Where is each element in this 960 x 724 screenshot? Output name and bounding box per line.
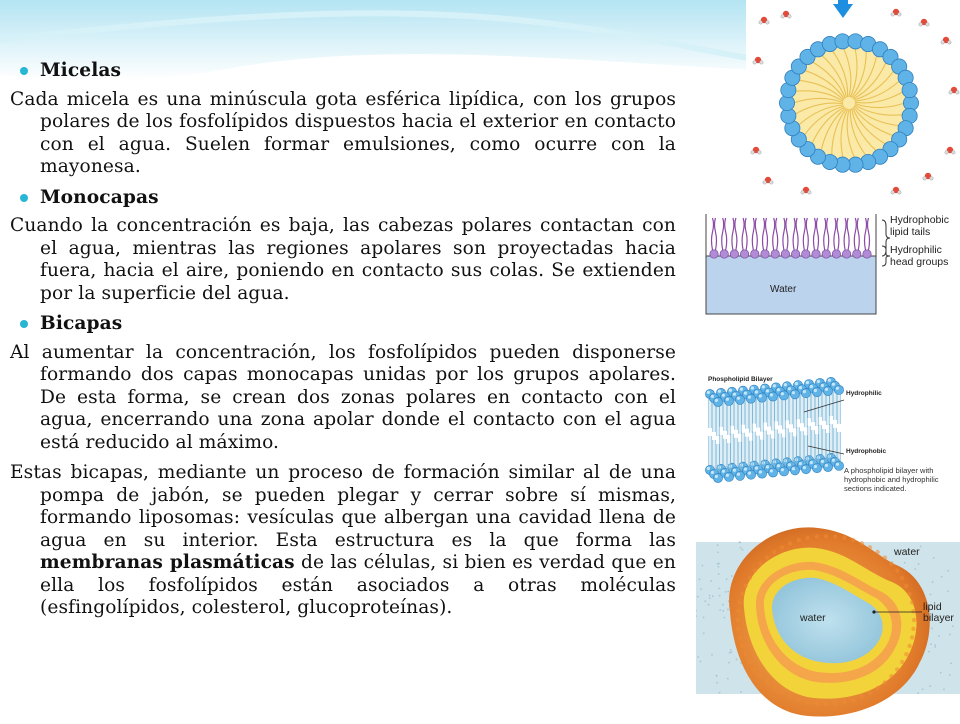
monolayer-water-label: Water: [770, 284, 797, 295]
liposomas-text-a: Estas bicapas, mediante un proceso de formación similar al de una pompa de jabón, se pueden plegar y cerrar sobre sí mismas, formando liposomas: vesículas que albergan una cavidad llena de agua en su interior. Esta estructura es la que forma las: [10, 462, 676, 551]
bullet-dot: [20, 320, 28, 328]
liposome-diagram: [696, 516, 960, 720]
bilayer-hydrophobic-label: Hydrophobic: [846, 448, 887, 455]
heading-bicapas-label: Bicapas: [40, 313, 123, 334]
liposomas-text-b: de las células, si bien es verdad que en ella los fosfolípidos están asociados a otras moléculas (esfingolípidos, colesterol, glucoproteínas).: [40, 552, 676, 618]
paragraph-bicapas: Al aumentar la concentración, los fosfolípidos pueden disponerse formando dos capas monocapas unidas por los grupos apolares. De esta forma, se crean dos zonas polares en contacto con el agua, encerrando una zona apolar donde el contacto con el agua está reducido al máximo.: [10, 341, 676, 453]
paragraph-liposomas: [10, 462, 676, 620]
monolayer-heads-label: Hydrophilic head groups: [890, 244, 949, 268]
main-text: [10, 60, 676, 628]
bilayer-title: Phospholipid Bilayer: [708, 376, 773, 383]
bilayer-caption: A phospholipid bilayer with hydrophobic and hydrophilic sections indicated.: [844, 466, 939, 494]
heading-monocapas: [10, 187, 676, 210]
heading-micelas: [10, 60, 676, 83]
liposome-inner-water-label: water: [800, 612, 826, 624]
bilayer-figure: [696, 370, 960, 510]
membranas-plasmaticas-term: membranas plasmáticas: [40, 552, 295, 573]
micelle-figure: [746, 0, 960, 198]
heading-monocapas-label: Monocapas: [40, 186, 159, 208]
paragraph-monocapas: Cuando la concentración es baja, las cabezas polares contactan con el agua, mientras las regiones apolares son proyectadas hacia fuera, hacia el aire, poniendo en contacto sus colas. Se extienden por la superficie del agua.: [10, 215, 676, 304]
heading-bicapas: [10, 313, 676, 336]
paragraph-micelas: Cada micela es una minúscula gota esférica lipídica, con los grupos polares de los fosfolípidos dispuestos hacia el exterior en contacto con el agua. Suelen formar emulsiones, como ocurre con la mayonesa.: [10, 88, 676, 177]
liposome-outer-water-label: water: [894, 546, 920, 558]
monolayer-figure: [700, 208, 960, 320]
micelle-diagram: [746, 0, 960, 198]
monolayer-tails-label: Hydrophobic lipid tails: [890, 214, 949, 238]
heading-micelas-label: Micelas: [40, 60, 122, 81]
bullet-dot: [20, 194, 28, 202]
bilayer-hydrophilic-label: Hydrophilic: [846, 390, 882, 397]
liposome-bilayer-label: lipid bilayer: [923, 601, 954, 624]
liposome-figure: [696, 516, 960, 720]
bullet-dot: [20, 67, 28, 75]
